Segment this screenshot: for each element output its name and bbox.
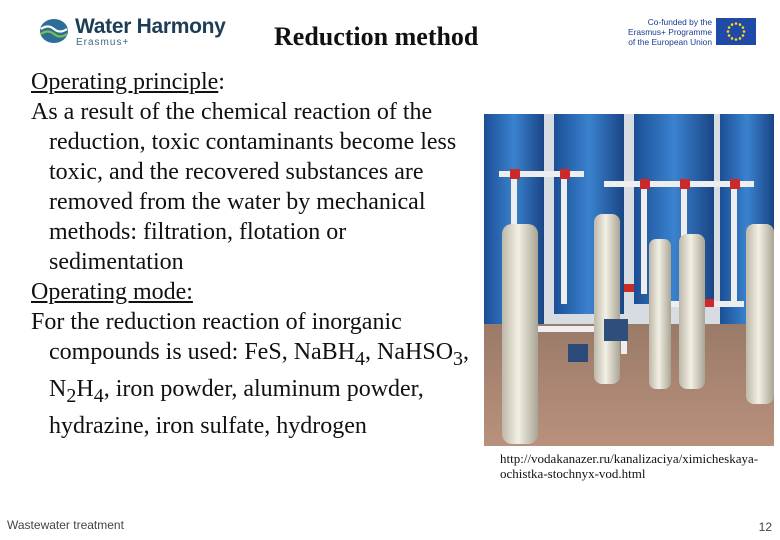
operating-mode-heading	[31, 277, 481, 307]
heading-text: Operating mode:	[31, 279, 193, 305]
heading-text: Operating principle	[31, 69, 219, 95]
operating-principle-heading	[31, 67, 481, 97]
footer-label: Wastewater treatment	[7, 518, 124, 532]
operating-principle-body: As a result of the chemical reaction of the reduction, toxic contaminants become less toxic, and the recovered substances are removed from the water by mechanical methods: filtration, flotation or sedimentation	[31, 99, 457, 275]
logo-name: Water Harmony	[75, 15, 226, 38]
logo-subtitle: Erasmus+	[76, 37, 130, 48]
photo-source-caption: http://vodakanazer.ru/kanalizaciya/ximicheskaya-ochistka-stochnyx-vod.html	[500, 451, 759, 481]
eu-line-3: of the European Union	[628, 37, 712, 47]
eu-cofunded-text	[620, 17, 712, 47]
eu-line-1: Co-funded by the	[647, 17, 712, 27]
page-number: 12	[758, 520, 772, 534]
slide-title: Reduction method	[274, 22, 479, 51]
water-harmony-logo	[38, 14, 238, 50]
operating-mode-body: For the reduction reaction of inorganic compounds is used: FeS, NaBH$_4$, NaHSO$_3$, $N_2H_4$, iron powder, aluminum powder, hydrazine, iron sulfate, hydrogen	[31, 309, 470, 439]
eu-flag-icon	[716, 18, 756, 45]
filtration-equipment-photo	[484, 114, 774, 446]
eu-line-2: Erasmus+ Programme	[627, 27, 712, 37]
slide-content	[31, 67, 481, 441]
heading-colon: :	[218, 69, 225, 95]
water-drop-logo-icon	[38, 16, 70, 46]
eu-cofunded-logo	[620, 16, 760, 48]
